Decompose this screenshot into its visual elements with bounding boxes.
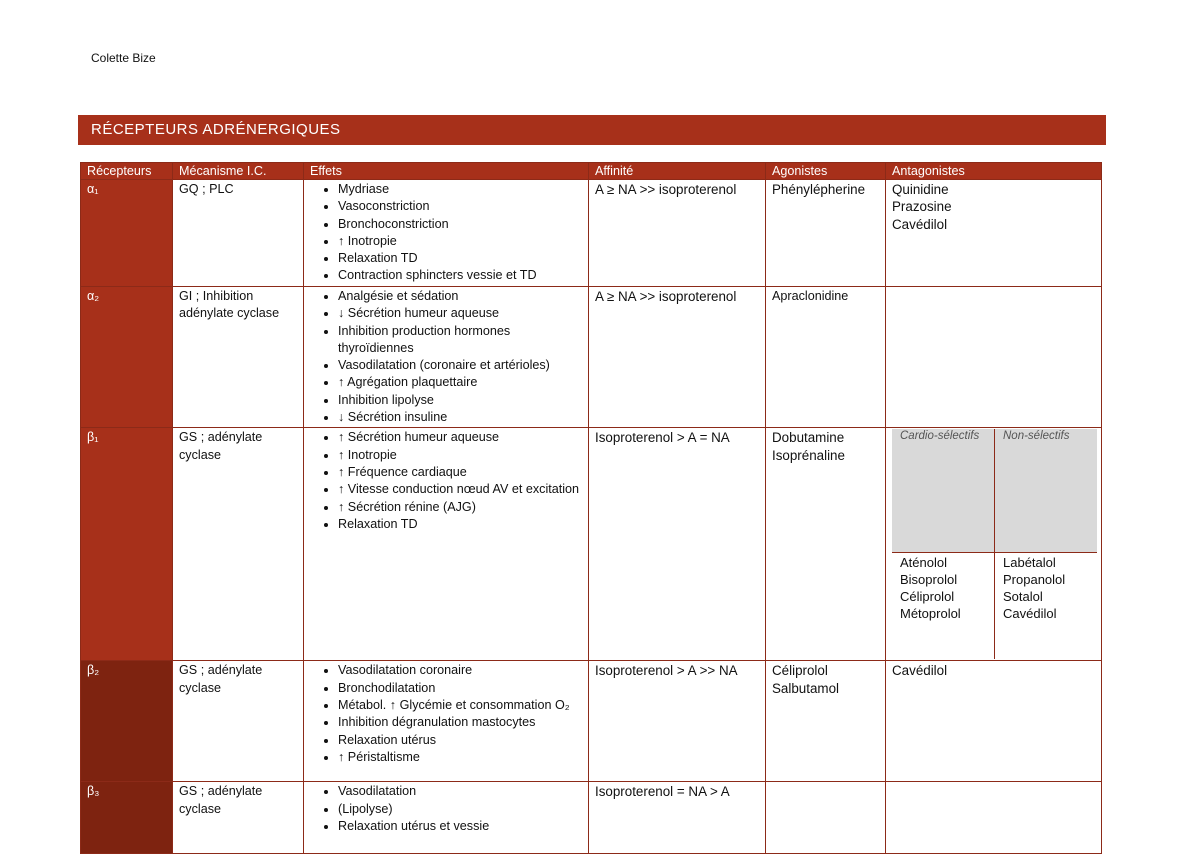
agonists-cell: Apraclonidine [766,287,886,428]
effect-item: • ↑ Inotropie [338,233,584,250]
effect-item: • Contraction sphincters vessie et TD [338,267,584,284]
effect-item: • ↑ Péristaltisme [338,749,584,766]
effect-item: • (Lipolyse) [338,801,584,818]
antagonist-item: Cavédilol [892,216,948,232]
effect-item: • Mydriase [338,181,584,198]
receptor-cell: β₃ [81,782,173,854]
table-row [81,782,1102,854]
antagonist-item: Quinidine [892,182,949,197]
effect-item: • Relaxation TD [338,250,584,267]
cardio-selective-list [892,553,995,660]
col-header-mechanism: Mécanisme I.C. [173,163,304,180]
affinity-cell: Isoproterenol = NA > A [589,782,766,854]
antagonists-cell [886,782,1102,854]
effect-item: • Relaxation TD [338,516,584,533]
agonists-cell: Dobutamine Isoprénaline [766,428,886,661]
agonists-cell [766,782,886,854]
antagonists-split-table [892,429,1097,659]
effect-item: • Vasodilatation (coronaire et artérioles) [338,357,584,374]
effects-cell [304,782,589,854]
col-header-affinity: Affinité [589,163,766,180]
effect-item: • Bronchodilatation [338,680,584,697]
mechanism-cell: GQ ; PLC [173,180,304,287]
table-row [81,180,1102,287]
receptors-table [80,162,1102,854]
effect-item: • ↑ Fréquence cardiaque [338,464,584,481]
receptor-cell: α₁ [81,180,173,287]
mechanism-cell: GI ; Inhibition adénylate cyclase [173,287,304,428]
effect-item: • Métabol. ↑ Glycémie et consommation O₂ [338,697,584,714]
effect-item: • ↓ Sécrétion humeur aqueuse [338,305,584,322]
effect-item: • Relaxation utérus et vessie [338,818,584,835]
effects-cell [304,661,589,782]
effects-cell [304,287,589,428]
antagonist-item: Cavédilol [892,663,948,679]
antagonist-item: Bisoprolol [900,572,958,588]
table-header-row [81,163,1102,180]
effect-item: • Vasodilatation [338,783,584,800]
mechanism-cell: GS ; adénylate cyclase [173,428,304,661]
antagonist-item: Sotalol [1003,589,1043,605]
effect-item: • Inhibition production hormones thyroïdiennes [338,323,584,358]
antagonist-item: Métoprolol [900,606,961,622]
agonists-cell: Céliprolol Salbutamol [766,661,886,782]
effect-item: • Vasodilatation coronaire [338,662,584,679]
effect-item: • ↑ Sécrétion rénine (AJG) [338,499,584,516]
antagonist-item: Labétalol [1003,555,1056,571]
effect-item: • ↑ Vitesse conduction nœud AV et excitation [338,481,584,498]
col-header-agonists: Agonistes [766,163,886,180]
affinity-cell: Isoproterenol > A >> NA [589,661,766,782]
antagonist-item: Cavédilol [1003,606,1057,622]
non-selective-list [995,553,1098,660]
effect-item: • Bronchoconstriction [338,216,584,233]
agonists-cell: Phénylépherine [766,180,886,287]
mechanism-cell: GS ; adénylate cyclase [173,661,304,782]
affinity-cell: Isoproterenol > A = NA [589,428,766,661]
affinity-cell: A ≥ NA >> isoproterenol [589,180,766,287]
antagonist-item: Prazosine [892,199,952,215]
effect-item: • ↑ Inotropie [338,447,584,464]
antagonist-item: Aténolol [900,555,947,571]
antagonists-cell [886,661,1102,782]
effects-cell [304,180,589,287]
effect-item: • ↓ Sécrétion insuline [338,409,584,426]
affinity-cell: A ≥ NA >> isoproterenol [589,287,766,428]
effect-item: • ↑ Sécrétion humeur aqueuse [338,429,584,446]
table-row [81,428,1102,661]
col-header-antagonists: Antagonistes [886,163,1102,180]
receptor-cell: β₁ [81,428,173,661]
col-header-receptors: Récepteurs [81,163,173,180]
antagonists-cell [886,287,1102,428]
antagonists-cell [886,428,1102,661]
receptor-cell: α₂ [81,287,173,428]
non-selective-header: Non-sélectifs [995,429,1098,553]
effect-item: • ↑ Agrégation plaquettaire [338,374,584,391]
effect-item: • Analgésie et sédation [338,288,584,305]
effects-cell [304,428,589,661]
table-row [81,661,1102,782]
page-title: RÉCEPTEURS ADRÉNERGIQUES [78,115,1106,145]
effect-item: • Inhibition lipolyse [338,392,584,409]
effect-item: • Inhibition dégranulation mastocytes [338,714,584,731]
antagonist-item: Céliprolol [900,589,955,605]
col-header-effects: Effets [304,163,589,180]
effect-item: • Vasoconstriction [338,198,584,215]
effect-item: • Relaxation utérus [338,732,584,749]
receptor-cell: β₂ [81,661,173,782]
author-name: Colette Bize [91,51,156,65]
antagonist-item: Propanolol [1003,572,1066,588]
antagonists-cell [886,180,1102,287]
table-row [81,287,1102,428]
cardio-selective-header: Cardio-sélectifs [892,429,995,553]
mechanism-cell: GS ; adénylate cyclase [173,782,304,854]
